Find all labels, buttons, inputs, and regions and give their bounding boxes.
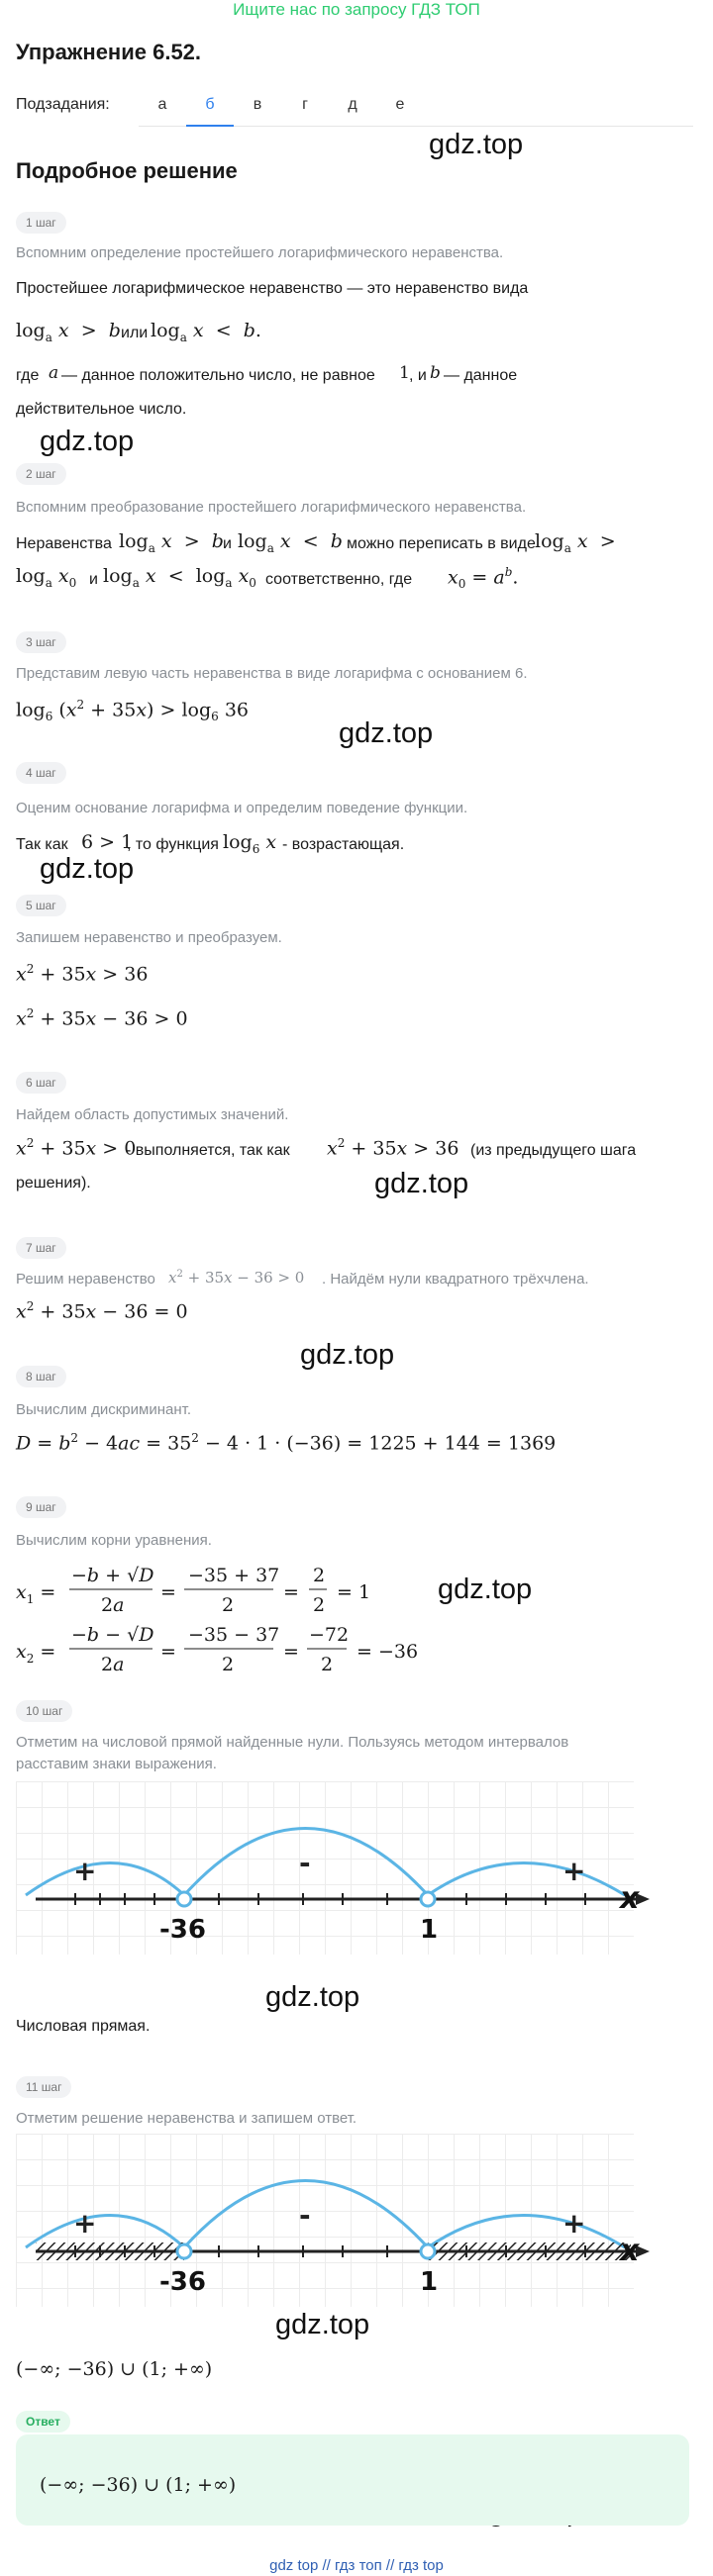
step-text: Так как <box>16 836 68 853</box>
formula: $\log_a x < \log_a x_0$ <box>103 565 256 590</box>
step-text: , то функция <box>127 836 219 853</box>
formula: $\log_6 (x^2 + 35x) > \log_6 36$ <box>16 698 249 724</box>
watermark: gdz.top <box>275 2309 370 2340</box>
svg-text:2: 2 <box>222 1594 235 1616</box>
tab-a[interactable]: а <box>157 96 167 113</box>
step-text: Простейшее логарифмическое неравенство — это неравенство вида <box>16 280 529 297</box>
svg-text:−b + √D: −b + √D <box>71 1565 154 1586</box>
tab-b[interactable]: б <box>186 87 234 127</box>
step-label: 6 шаг <box>16 1072 66 1094</box>
step-description: Представим левую часть неравенства в виде логарифма с основанием 6. <box>16 665 528 682</box>
svg-text:=: = <box>160 1641 176 1663</box>
zero-label: 1 <box>420 2267 439 2297</box>
svg-text:=: = <box>283 1581 299 1603</box>
svg-text:−72: −72 <box>309 1624 350 1646</box>
svg-text:2a: 2a <box>101 1654 125 1675</box>
footer-links[interactable]: gdz top // гдз топ // гдз top <box>269 2557 444 2574</box>
figure-caption: Числовая прямая. <box>16 2018 151 2035</box>
step-text: — данное <box>444 367 518 384</box>
svg-text:2: 2 <box>321 1654 334 1675</box>
svg-text:2: 2 <box>313 1594 326 1616</box>
zero-point <box>177 2244 191 2258</box>
solution-title: Подробное решение <box>16 158 238 183</box>
subtask-tabs <box>139 87 693 127</box>
formula: $x^2 + 35x - 36 = 0$ <box>16 1299 188 1323</box>
watermark: gdz.top <box>300 1339 395 1371</box>
formula: $\log_a x < b$ <box>238 530 343 555</box>
step-label: 9 шаг <box>16 1496 66 1518</box>
svg-text:x2 =: $x_2$ = <box>16 1641 56 1666</box>
step-text: Неравенства <box>16 535 112 552</box>
zero-point <box>421 2244 435 2258</box>
svg-text:x1 =: $x_1$ = <box>16 1581 56 1606</box>
axis-label: x <box>620 1881 640 1916</box>
step-label: 2 шаг <box>16 463 66 485</box>
step-description: Вычислим корни уравнения. <box>16 1532 212 1549</box>
number-line-figure <box>16 1781 640 1955</box>
sign-label: - <box>299 1847 311 1879</box>
formula: $\log_6 x$ <box>223 831 277 856</box>
svg-text:2: 2 <box>222 1654 235 1675</box>
formula: a <box>49 363 59 383</box>
axis-label: x <box>620 2234 640 2268</box>
exercise-title: Упражнение 6.52. <box>16 40 202 64</box>
step-label: 10 шаг <box>16 1700 72 1722</box>
formula: $\log_a x_0$ <box>16 565 77 590</box>
zero-point <box>421 1892 435 1906</box>
step-description: Оценим основание логарифма и определим поведение функции. <box>16 800 468 816</box>
step-description: . Найдём нули квадратного трёхчлена. <box>322 1271 589 1288</box>
number-line <box>16 1781 640 1955</box>
step-text: где <box>16 367 40 384</box>
step-description: Отметим решение неравенства и запишем ответ. <box>16 2110 357 2127</box>
sign-label: + <box>73 2207 97 2240</box>
step-description: расставим знаки выражения. <box>16 1756 217 1772</box>
watermark: gdz.top <box>374 1168 469 1199</box>
watermark: gdz.top <box>339 717 434 749</box>
formula: $x^2 + 35x - 36 > 0$ <box>16 1006 188 1030</box>
step-text: или <box>121 325 149 341</box>
formula: $\log_a x > b$ <box>119 530 224 555</box>
answer-formula: (−∞; −36) ∪ (1; +∞) <box>16 2358 213 2380</box>
step-label: 11 шаг <box>16 2076 71 2098</box>
watermark: gdz.top <box>40 426 135 457</box>
step-label: 3 шаг <box>16 631 66 653</box>
step-description: Решим неравенство <box>16 1271 155 1288</box>
formula: $\log_a x < b$. <box>151 320 261 344</box>
watermark: gdz.top <box>438 1574 533 1605</box>
step-description: Отметим на числовой прямой найденные нули. Пользуясь методом интервалов <box>16 1734 569 1751</box>
step-text: и <box>89 571 98 588</box>
svg-text:=: = <box>283 1641 299 1663</box>
formula: $x^2 + 35x - 36 > 0$ <box>168 1269 305 1287</box>
svg-text:−b − √D: −b − √D <box>71 1624 154 1646</box>
tab-v[interactable]: в <box>253 96 262 113</box>
formula: $D = b^2 - 4ac = 35^2 - 4 \cdot 1 \cdot (-36) = 1225 + 144 = 1369$ <box>16 1431 557 1455</box>
subtasks-label: Подзадания: <box>16 96 110 113</box>
formula: $x^2 + 35x > 36$ <box>327 1136 459 1160</box>
formula: $\log_a x > b$ <box>16 320 121 344</box>
zero-point <box>177 1892 191 1906</box>
formula: 1 <box>399 363 410 383</box>
step-label: 1 шаг <box>16 212 66 234</box>
svg-text:2: 2 <box>313 1565 326 1586</box>
step-description: Вспомним определение простейшего логарифмического неравенства. <box>16 244 504 261</box>
step-label: 7 шаг <box>16 1237 66 1259</box>
step-description: Вспомним преобразование простейшего логарифмического неравенства. <box>16 499 527 516</box>
formula: $\log_a x$ > <box>535 530 616 555</box>
svg-text:−35 + 37: −35 + 37 <box>188 1565 280 1586</box>
step-text: - выполняется, так как <box>126 1142 290 1159</box>
solution-number-line <box>16 2134 640 2307</box>
formula: $x^2 + 35x > 0$ <box>16 1136 137 1160</box>
step-text: , и <box>409 367 427 384</box>
step-text: соответственно, где <box>265 571 413 588</box>
step-text: - возрастающая. <box>282 836 405 853</box>
step-text: (из предыдущего шага <box>470 1142 637 1159</box>
interval-arc <box>26 1863 184 1896</box>
answer-value: (−∞; −36) ∪ (1; +∞) <box>40 2474 237 2496</box>
watermark: gdz.top <box>429 129 524 160</box>
formula: $x^2 + 35x > 36$ <box>16 962 149 986</box>
watermark: gdz.top <box>265 1981 360 2013</box>
svg-text:= 1: = 1 <box>337 1581 371 1603</box>
svg-text:−35 − 37: −35 − 37 <box>188 1624 280 1646</box>
svg-text:= −36: = −36 <box>356 1641 419 1663</box>
search-banner[interactable]: Ищите нас по запросу ГДЗ ТОП <box>233 0 480 19</box>
formula: 6 > 1 <box>81 831 134 853</box>
sign-label: + <box>562 2207 586 2240</box>
watermark: gdz.top <box>40 853 135 885</box>
step-label: 4 шаг <box>16 762 66 784</box>
step-text: — данное положительно число, не равное <box>61 367 375 384</box>
interval-arc <box>428 1863 625 1896</box>
step-text: и <box>223 535 232 552</box>
svg-text:2a: 2a <box>101 1594 125 1616</box>
svg-text:=: = <box>160 1581 176 1603</box>
step-description: Найдем область допустимых значений. <box>16 1106 289 1123</box>
formula: $x_0 = a^b$. <box>448 565 519 592</box>
step-label: 8 шаг <box>16 1366 66 1387</box>
tab-d[interactable]: д <box>348 96 357 113</box>
step-text: действительное число. <box>16 401 187 418</box>
tab-g[interactable]: г <box>302 96 308 113</box>
solution-number-line-figure <box>16 2134 640 2307</box>
step-text: можно переписать в виде <box>347 535 536 552</box>
step-description: Запишем неравенство и преобразуем. <box>16 929 282 946</box>
sign-label: + <box>73 1855 97 1887</box>
sign-label: - <box>299 2199 311 2232</box>
step-text: решения). <box>16 1175 91 1192</box>
zero-label: -36 <box>159 1915 206 1945</box>
zero-label: -36 <box>159 2267 206 2297</box>
formula: b <box>430 363 441 383</box>
roots-formula <box>14 1554 430 1682</box>
answer-label: Ответ <box>16 2411 70 2433</box>
step-label: 5 шаг <box>16 895 66 916</box>
tab-e[interactable]: е <box>395 96 405 113</box>
zero-label: 1 <box>420 1915 439 1945</box>
step-description: Вычислим дискриминант. <box>16 1401 191 1418</box>
sign-label: + <box>562 1855 586 1887</box>
